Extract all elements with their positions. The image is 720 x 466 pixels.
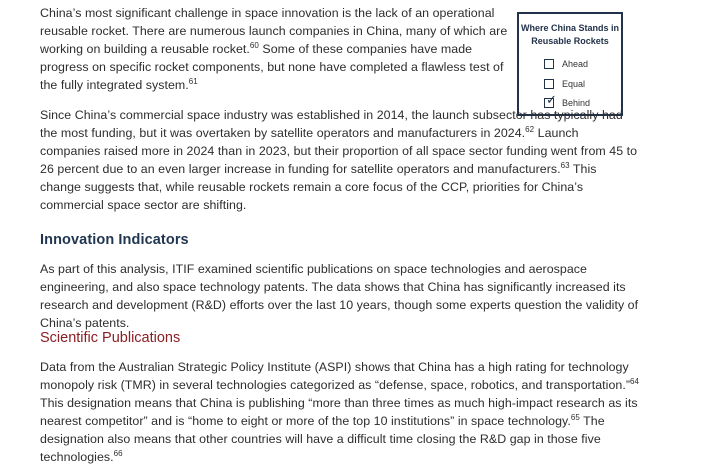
option-label-behind: Behind	[562, 98, 591, 108]
paragraph-text: Some of these companies have made progress on specific rocket components, but none have completed a flawless test of the fully integrated system.	[40, 42, 504, 92]
paragraph-reusable-rocket	[40, 4, 510, 94]
paragraph-analysis: As part of this analysis, ITIF examined scientific publications on space technologies and aerospace engineering, and also space technology patents. The data shows that China has significantly increased its research and development (R&D) efforts over the last 10 years, though some experts question the validity of China’s patents.	[40, 262, 639, 330]
heading-innovation-indicators: Innovation Indicators	[40, 232, 189, 248]
paragraph-text: Data from the Australian Strategic Policy Institute (ASPI) shows that China has a high rating for technology monopoly risk (TMR) in several technologies categorized as “defense, space, robotics, and transportation.”	[40, 360, 631, 392]
where-china-stands-box	[517, 12, 623, 116]
footnote-ref-62[interactable]: 62	[525, 125, 535, 134]
paragraph-aspi	[40, 358, 640, 466]
sidebox-title: Where China Stands in Reusable Rockets	[520, 23, 619, 46]
paragraph-text: This change suggests that, while reusable rockets remain a core focus of the CCP, priorities for China’s commercial space sector are shifting.	[40, 162, 597, 212]
paragraph-funding	[40, 106, 640, 214]
option-label-equal: Equal	[562, 79, 586, 89]
checkbox-equal	[544, 79, 554, 89]
paragraph-text: This designation means that China is publishing “more than three times as much high-impact research as its nearest competitor” and is “home to eight or more of the top 10 institutions” in space technology.	[40, 396, 638, 428]
heading-scientific-publications: Scientific Publications	[40, 330, 181, 346]
paragraph-text: China’s most significant challenge in space innovation is the lack of an operational reusable rocket. There are numerous launch companies in China, many of which are working on building a reusable rocket.	[40, 6, 508, 56]
footnote-ref-63[interactable]: 63	[560, 161, 570, 170]
paragraph-text: The designation also means that other countries will have a difficult time closing the R&D gap in those five technologies.	[40, 414, 605, 464]
checkbox-ahead	[544, 59, 554, 69]
footnote-ref-61[interactable]: 61	[188, 77, 198, 86]
paragraph-text: Since China’s commercial space industry was established in 2014, the launch subsector has typically had the most funding, but it was overtaken by satellite operators and manufacturers in 2024.	[40, 108, 623, 140]
option-label-ahead: Ahead	[562, 59, 589, 69]
checkmark-icon: ✓	[546, 92, 557, 107]
paragraph-text: Launch companies raised more in 2024 than in 2023, but their proportion of all space sector funding went from 45 to 26 percent due to an even larger increase in funding for satellite operators and manufacturers.	[40, 126, 638, 176]
footnote-ref-60[interactable]: 60	[249, 41, 259, 50]
footnote-ref-66[interactable]: 66	[113, 449, 123, 458]
footnote-ref-64[interactable]: 64	[630, 377, 640, 386]
footnote-ref-65[interactable]: 65	[570, 413, 580, 422]
